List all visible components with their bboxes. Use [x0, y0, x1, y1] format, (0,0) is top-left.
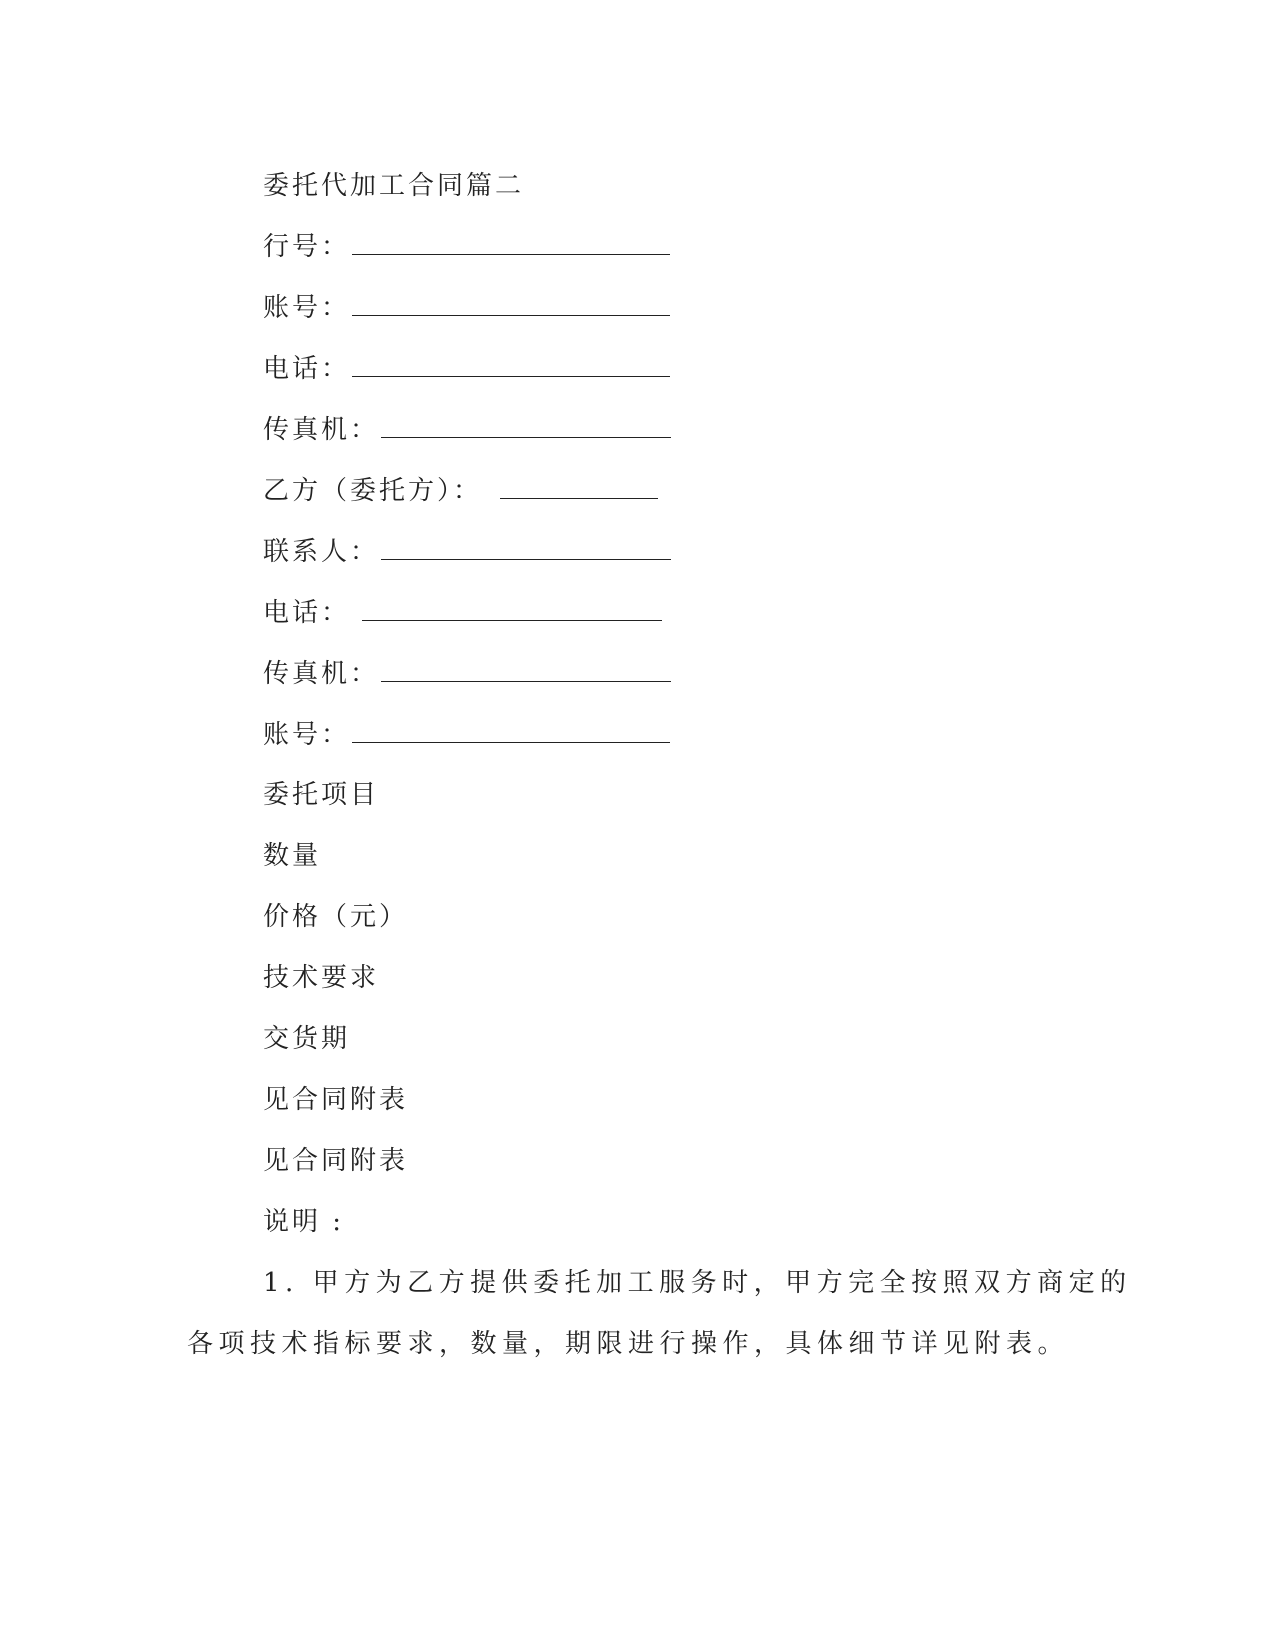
field-blank — [500, 472, 658, 499]
field-label: 账号： — [263, 720, 351, 750]
field-fax-b — [263, 655, 671, 692]
item-tech-requirements: 技术要求 — [263, 963, 380, 993]
field-blank — [352, 289, 670, 316]
field-party-b — [263, 472, 658, 509]
field-bank-number — [263, 228, 670, 265]
document-title: 委托代加工合同篇二 — [263, 171, 525, 201]
item-see-appendix: 见合同附表 — [263, 1085, 409, 1115]
field-label: 传真机： — [263, 659, 380, 689]
field-fax — [263, 411, 671, 448]
item-delivery: 交货期 — [263, 1024, 351, 1054]
item-project: 委托项目 — [263, 780, 380, 810]
field-label: 行号： — [263, 232, 351, 262]
field-blank — [352, 228, 670, 255]
clause-1-line-2: 各项技术指标要求，数量，期限进行操作，具体细节详见附表。 — [187, 1329, 1070, 1359]
field-blank — [381, 655, 671, 682]
field-label: 电话： — [263, 354, 351, 384]
field-account-b — [263, 716, 670, 753]
field-label: 账号： — [263, 293, 351, 323]
field-label: 乙方（委托方）： — [263, 476, 483, 506]
item-price: 价格（元） — [263, 902, 409, 932]
field-label: 电话： — [263, 598, 351, 628]
clause-1-line-1: 1. 甲方为乙方提供委托加工服务时，甲方完全按照双方商定的 — [263, 1268, 1132, 1298]
item-see-appendix: 见合同附表 — [263, 1146, 409, 1176]
field-label: 联系人： — [263, 537, 380, 567]
item-quantity: 数量 — [263, 841, 322, 871]
note-label: 说明 : — [263, 1207, 345, 1237]
field-phone-b — [263, 594, 662, 631]
field-phone — [263, 350, 670, 387]
field-blank — [381, 533, 671, 560]
field-blank — [362, 594, 662, 621]
field-label: 传真机： — [263, 415, 380, 445]
field-account — [263, 289, 670, 326]
field-blank — [381, 411, 671, 438]
field-contact — [263, 533, 671, 570]
field-blank — [352, 350, 670, 377]
field-blank — [352, 716, 670, 743]
